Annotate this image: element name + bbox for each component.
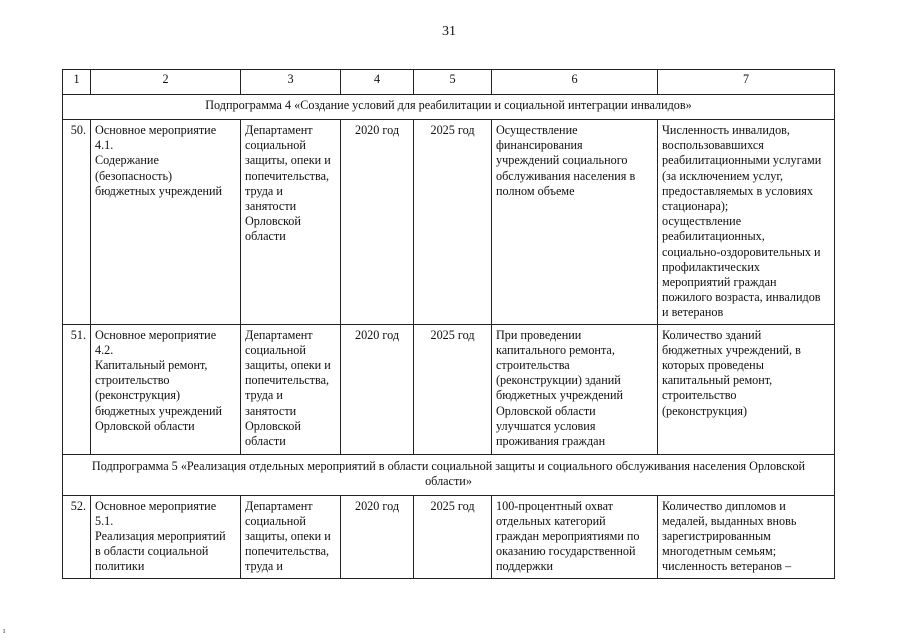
- column-number-row: [63, 70, 835, 95]
- cell-line: Содержание: [95, 153, 159, 168]
- end-year-cell: 2025 год: [414, 495, 492, 578]
- cell-line: капитального ремонта,: [496, 342, 615, 357]
- activity-cell: [91, 120, 241, 325]
- cell-line: (реконструкции) зданий: [496, 373, 621, 388]
- expected-result-cell: [492, 120, 658, 325]
- cell-line: граждан мероприятиями по: [496, 529, 640, 544]
- cell-line: Количество зданий: [662, 327, 762, 342]
- cell-line: и ветеранов: [662, 305, 724, 320]
- executor-cell: [241, 495, 341, 578]
- cell-line: финансирования: [496, 138, 583, 153]
- column-number: 3: [241, 70, 341, 95]
- cell-line: Основное мероприятие: [95, 498, 217, 513]
- end-year-cell: 2025 год: [414, 324, 492, 454]
- cell-line: (за исключением услуг,: [662, 168, 784, 183]
- cell-line: занятости: [245, 199, 297, 214]
- cell-line: занятости: [245, 403, 297, 418]
- cell-line: Основное мероприятие: [95, 327, 217, 342]
- cell-line: предоставляемых в условиях: [662, 183, 813, 198]
- cell-line: бюджетных учреждений: [95, 183, 223, 198]
- corner-mark: ı: [3, 626, 6, 635]
- subprogram-heading-row: [63, 95, 835, 120]
- cell-line: социально-оздоровительных и: [662, 244, 821, 259]
- cell-line: труда и: [245, 388, 283, 403]
- cell-line: 5.1.: [95, 513, 114, 528]
- cell-line: отдельных категорий: [496, 513, 606, 528]
- cell-line: (реконструкция): [662, 403, 748, 418]
- cell-line: стационара);: [662, 199, 729, 214]
- column-number: 5: [414, 70, 492, 95]
- cell-line: социальной: [245, 513, 306, 528]
- cell-line: (реконструкция): [95, 388, 181, 403]
- row-number: 50.: [63, 120, 91, 325]
- cell-line: попечительства,: [245, 168, 330, 183]
- cell-line: Департамент: [245, 327, 313, 342]
- cell-line: попечительства,: [245, 373, 330, 388]
- indicator-cell: [658, 495, 835, 578]
- cell-line: (безопасность): [95, 168, 173, 183]
- cell-line: Орловской: [245, 214, 301, 229]
- cell-line: труда и: [245, 559, 283, 574]
- cell-line: бюджетных учреждений: [496, 388, 624, 403]
- cell-line: бюджетных учреждений, в: [662, 342, 801, 357]
- row-number: 51.: [63, 324, 91, 454]
- indicator-cell: [658, 324, 835, 454]
- cell-line: Численность инвалидов,: [662, 123, 790, 137]
- cell-line: профилактических: [662, 259, 761, 274]
- expected-result-cell: [492, 495, 658, 578]
- cell-line: полном объеме: [496, 183, 575, 198]
- cell-line: При проведении: [496, 327, 582, 342]
- column-number: 6: [492, 70, 658, 95]
- row-number: 52.: [63, 495, 91, 578]
- indicator-cell: [658, 120, 835, 325]
- cell-line: Орловской: [245, 418, 301, 433]
- activity-cell: [91, 324, 241, 454]
- column-number: 2: [91, 70, 241, 95]
- subprogram-5-heading: Подпрограмма 5 «Реализация отдельных мероприятий в области социальной защиты и социального обслуживания населения Орловской области»: [63, 454, 835, 495]
- cell-line: 4.2.: [95, 342, 114, 357]
- cell-line: поддержки: [496, 559, 554, 574]
- cell-line: 100-процентный охват: [496, 498, 614, 513]
- cell-line: Капитальный ремонт,: [95, 358, 208, 373]
- executor-cell: [241, 324, 341, 454]
- cell-line: защиты, опеки и: [245, 358, 331, 373]
- cell-line: которых проведены: [662, 358, 764, 373]
- table-row: [63, 495, 835, 578]
- cell-line: капитальный ремонт,: [662, 373, 773, 388]
- cell-line: 4.1.: [95, 138, 114, 153]
- start-year-cell: 2020 год: [341, 495, 414, 578]
- cell-line: реабилитационными услугами: [662, 153, 822, 168]
- cell-line: области: [245, 229, 286, 244]
- cell-line: воспользовавшихся: [662, 138, 764, 153]
- expected-result-cell: [492, 324, 658, 454]
- start-year-cell: 2020 год: [341, 324, 414, 454]
- cell-line: защиты, опеки и: [245, 529, 331, 544]
- end-year-cell: 2025 год: [414, 120, 492, 325]
- cell-line: строительства: [496, 358, 570, 373]
- cell-line: пожилого возраста, инвалидов: [662, 290, 821, 305]
- cell-line: социальной: [245, 138, 306, 153]
- cell-line: Основное мероприятие: [95, 123, 217, 137]
- cell-line: мероприятий граждан: [662, 275, 777, 290]
- cell-line: реабилитационных,: [662, 229, 765, 244]
- subprogram-4-heading: Подпрограмма 4 «Создание условий для реабилитации и социальной интеграции инвалидов»: [63, 95, 835, 120]
- program-table: [62, 69, 835, 579]
- cell-line: осуществление: [662, 214, 742, 229]
- cell-line: социальной: [245, 342, 306, 357]
- cell-line: Реализация мероприятий: [95, 529, 226, 544]
- cell-line: политики: [95, 559, 145, 574]
- cell-line: попечительства,: [245, 544, 330, 559]
- executor-cell: [241, 120, 341, 325]
- column-number: 4: [341, 70, 414, 95]
- subprogram-heading-row: [63, 454, 835, 495]
- cell-line: защиты, опеки и: [245, 153, 331, 168]
- cell-line: Орловской области: [496, 403, 596, 418]
- start-year-cell: 2020 год: [341, 120, 414, 325]
- column-number: 7: [658, 70, 835, 95]
- cell-line: численность ветеранов –: [662, 559, 792, 574]
- cell-line: оказанию государственной: [496, 544, 636, 559]
- cell-line: учреждений социального: [496, 153, 628, 168]
- cell-line: Орловской области: [95, 418, 195, 433]
- cell-line: проживания граждан: [496, 434, 606, 449]
- cell-line: строительство: [662, 388, 737, 403]
- column-number: 1: [63, 70, 91, 95]
- cell-line: области: [245, 434, 286, 449]
- cell-line: бюджетных учреждений: [95, 403, 223, 418]
- cell-line: в области социальной: [95, 544, 209, 559]
- table-row: [63, 324, 835, 454]
- cell-line: обслуживания населения в: [496, 168, 636, 183]
- activity-cell: [91, 495, 241, 578]
- cell-line: Количество дипломов и: [662, 498, 786, 513]
- cell-line: строительство: [95, 373, 170, 388]
- cell-line: зарегистрированным: [662, 529, 771, 544]
- cell-line: Осуществление: [496, 123, 578, 137]
- cell-line: Департамент: [245, 123, 313, 137]
- cell-line: Департамент: [245, 498, 313, 513]
- cell-line: труда и: [245, 183, 283, 198]
- page-number: 31: [442, 24, 456, 39]
- cell-line: улучшатся условия: [496, 418, 596, 433]
- cell-line: многодетным семьям;: [662, 544, 777, 559]
- cell-line: медалей, выданных вновь: [662, 513, 797, 528]
- table-row: [63, 120, 835, 325]
